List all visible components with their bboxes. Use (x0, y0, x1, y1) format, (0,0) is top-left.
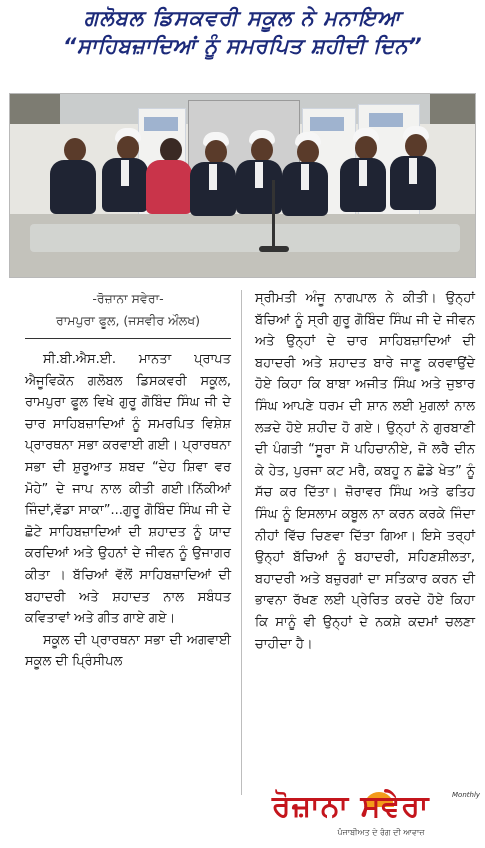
masthead-tagline: ਪੰਜਾਬੀਅਤ ਦੇ ਰੰਗ ਦੀ ਆਵਾਜ਼ (337, 828, 425, 837)
masthead-monthly-label: Monthly (452, 791, 481, 799)
headline-line-2: “ਸਾਹਿਬਜ਼ਾਦਿਆਂ ਨੂੰ ਸਮਰਪਿਤ ਸ਼ਹੀਦੀ ਦਿਨ” (62, 34, 423, 58)
headline-line-1: ਗਲੋਬਲ ਡਿਸਕਵਰੀ ਸਕੂਲ ਨੇ ਮਨਾਇਆ (83, 6, 402, 30)
article-credit-byline: ਰਾਮਪੁਰਾ ਫੂਲ, (ਜਸਵੀਰ ਔਲਖ) (55, 313, 201, 328)
event-photo (9, 93, 476, 278)
article-column-left (25, 288, 231, 673)
photo-mat (30, 224, 460, 252)
article-column-right (255, 288, 475, 655)
article-paragraph: ਸ੍ਰੀਮਤੀ ਅੰਜੂ ਨਾਗਪਾਲ ਨੇ ਕੀਤੀ। ਉਨ੍ਹਾਂ ਬੱਚਿਆਂ ਨੂੰ ਸ੍ਰੀ ਗੁਰੂ ਗੋਬਿੰਦ ਸਿੰਘ ਜੀ ਦੇ ਜੀਵਨ ਅਤੇ ਉਨ੍ਹਾਂ ਦੇ ਚਾਰ ਸਾਹਿਬਜ਼ਾਦਿਆਂ ਦੀ ਬਹਾਦਰੀ ਅਤੇ ਸ਼ਹਾਦਤ ਬਾਰੇ ਜਾਣੂ ਕਰਵਾਉਂਦੇ ਹੋਏ ਕਿਹਾ ਕਿ ਬਾਬਾ ਅਜੀਤ ਸਿੰਘ ਅਤੇ ਜੁਝਾਰ ਸਿੰਘ ਆਪਣੇ ਧਰਮ ਦੀ ਸ਼ਾਨ ਲਈ ਮੁਗਲਾਂ ਨਾਲ ਲੜਦੇ ਹੋਏ ਸ਼ਹੀਦ ਹੋ ਗਏ। ਉਨ੍ਹਾਂ ਨੇ ਗੁਰਬਾਣੀ ਦੀ ਪੰਗਤੀ “ਸੂਰਾ ਸੋ ਪਹਿਚਾਨੀਏ, ਜੋ ਲਰੈ ਦੀਨ ਕੇ ਹੇਤ, ਪੁਰਜਾ ਕਟ ਮਰੈ, ਕਬਹੂ ਨ ਛੋਡੇ ਖੇਤ” ਨੂੰ ਸੱਚ ਕਰ ਦਿੱਤਾ। ਜ਼ੋਰਾਵਰ ਸਿੰਘ ਅਤੇ ਫਤਿਹ ਸਿੰਘ ਨੂੰ ਇਸਲਾਮ ਕਬੂਲ ਨਾ ਕਰਨ ਕਰਕੇ ਜਿੰਦਾ ਨੀਹਾਂ ਵਿੱਚ ਚਿਣਵਾ ਦਿੱਤਾ ਗਿਆ। ਇਸੇ ਤਰ੍ਹਾਂ ਉਨ੍ਹਾਂ ਬੱਚਿਆਂ ਨੂੰ ਬਹਾਦਰੀ, ਸਹਿਣਸ਼ੀਲਤਾ, ਬਹਾਦਰੀ ਅਤੇ ਬਜ਼ੁਰਗਾਂ ਦਾ ਸਤਿਕਾਰ ਕਰਨ ਦੀ ਭਾਵਨਾ ਰੱਖਣ ਲਈ ਪ੍ਰੇਰਿਤ ਕਰਦੇ ਹੋਏ ਕਿਹਾ ਕਿ ਸਾਨੂੰ ਵੀ ਉਨ੍ਹਾਂ ਦੇ ਨਕਸ਼ੇ ਕਦਮਾਂ ਚਲਣਾ ਚਾਹੀਦਾ ਹੈ। (255, 291, 475, 652)
newspaper-masthead (272, 787, 481, 839)
article-credit-source: -ਰੋਜ਼ਾਨਾ ਸਵੇਰਾ- (92, 291, 164, 306)
column-divider (241, 290, 242, 795)
article-headline (0, 4, 485, 60)
article-paragraph: ਸੀ.ਬੀ.ਐਸ.ਈ. ਮਾਨਤਾ ਪ੍ਰਾਪਤ ਐਜੂਵਿਕੋਨ ਗਲੋਬਲ ਡਿਸਕਵਰੀ ਸਕੂਲ, ਰਾਮਪੁਰਾ ਫੂਲ ਵਿਖੇ ਗੁਰੂ ਗੋਬਿੰਦ ਸਿੰਘ ਜੀ ਦੇ ਚਾਰ ਸਾਹਿਬਜ਼ਾਦਿਆਂ ਨੂੰ ਸਮਰਪਿਤ ਵਿਸ਼ੇਸ਼ ਪ੍ਰਾਰਥਨਾ ਸਭਾ ਕਰਵਾਈ ਗਈ। ਪ੍ਰਾਰਥਨਾ ਸਭਾ ਦੀ ਸ਼ੁਰੂਆਤ ਸ਼ਬਦ “ਦੇਹ ਸ਼ਿਵਾ ਵਰ ਮੋਹੇ” ਦੇ ਜਾਪ ਨਾਲ ਕੀਤੀ ਗਈ।ਨਿੱਕੀਆਂ ਜਿੰਦਾਂ,ਵੱਡਾ ਸਾਕਾ”...ਗੁਰੂ ਗੋਬਿੰਦ ਸਿੰਘ ਜੀ ਦੇ ਛੋਟੇ ਸਾਹਿਬਜ਼ਾਦਿਆਂ ਦੀ ਸ਼ਹਾਦਤ ਨੂੰ ਯਾਦ ਕਰਦਿਆਂ ਅਤੇ ਉਹਨਾਂ ਦੇ ਜੀਵਨ ਨੂੰ ਉਜਾਗਰ ਕੀਤਾ । ਬੱਚਿਆਂ ਵੱਲੋਂ ਸਾਹਿਬਜ਼ਾਦਿਆਂ ਦੀ ਬਹਾਦਰੀ ਅਤੇ ਸ਼ਹਾਦਤ ਨਾਲ ਸਬੰਧਤ ਕਵਿਤਾਵਾਂ ਅਤੇ ਗੀਤ ਗਾਏ ਗਏ। (25, 352, 231, 627)
photo-microphone-base (259, 246, 289, 252)
photo-microphone-stand (272, 180, 275, 250)
newspaper-name: ਰੋਜ਼ਾਨਾ ਸਵੇਰਾ (272, 789, 430, 824)
byline-rule (25, 338, 231, 339)
article-paragraph: ਸਕੂਲ ਦੀ ਪ੍ਰਾਰਥਨਾ ਸਭਾ ਦੀ ਅਗਵਾਈ ਸਕੂਲ ਦੀ ਪ੍ਰਿੰਸੀਪਲ (25, 632, 231, 670)
